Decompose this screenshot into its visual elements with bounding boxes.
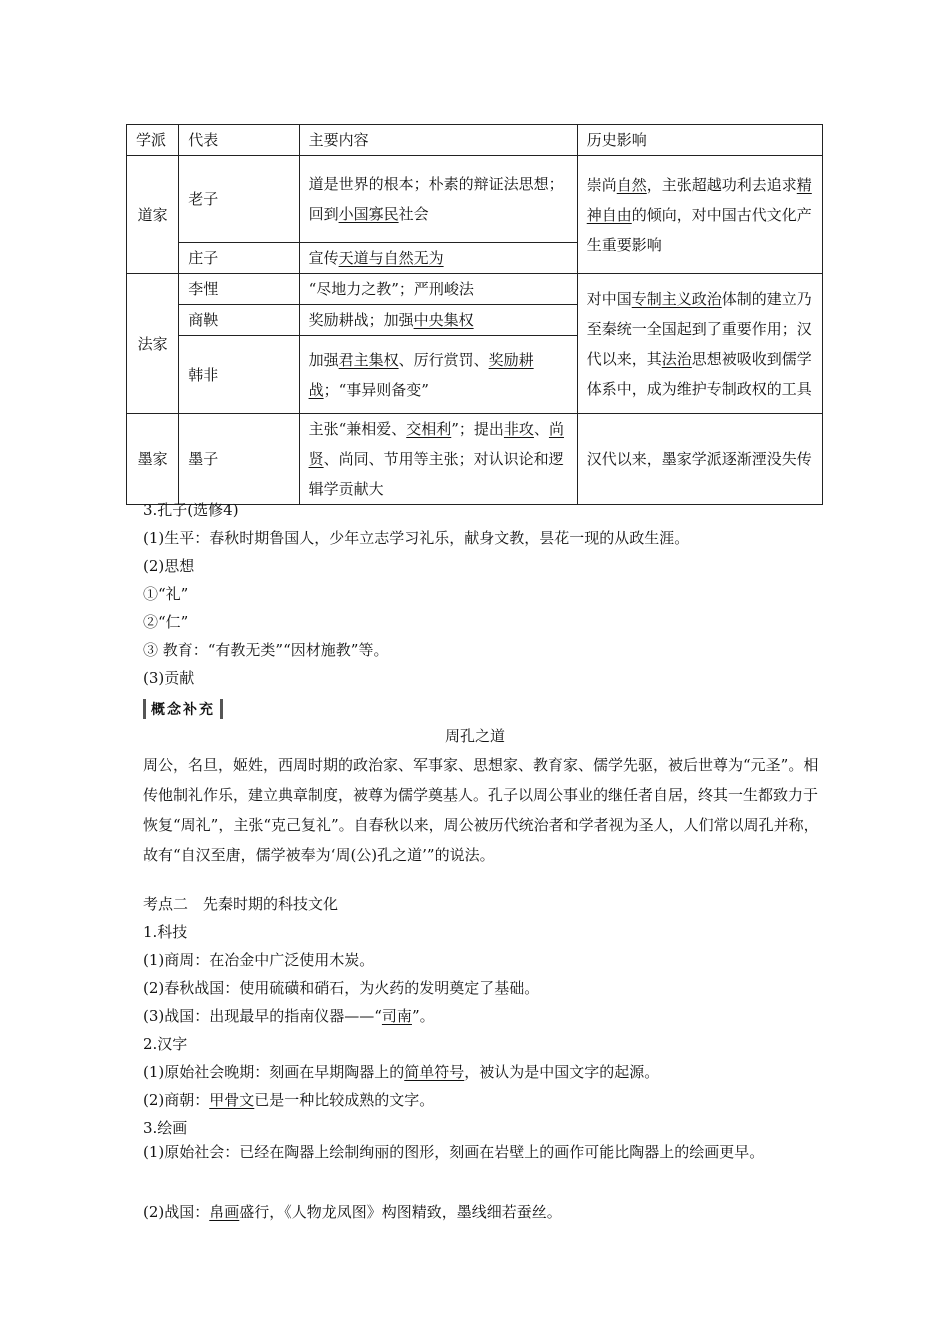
- hanzi-item-1: (1)原始社会晚期：刻画在早期陶器上的简单符号，被认为是中国文字的起源。: [143, 1063, 660, 1081]
- tech-item-3: (3)战国：出现最早的指南仪器——“司南”。: [143, 1007, 435, 1025]
- concept-paragraph: 周公，名旦，姬姓，西周时期的政治家、军事家、思想家、教育家、儒学先驱，被后世尊为“元圣”。相传他制礼作乐，建立典章制度，被尊为儒学奠基人。孔子以周公事业的继任者自居，终其一生都致力于恢复“周礼”，主张“克己复礼”。自春秋以来，周公被历代统治者和学者视为圣人，人们常以周孔并称，故有“自汉至唐，儒学被奉为‘周(公)孔之道’”的说法。: [143, 756, 819, 864]
- hanzi-heading: 2.汉字: [143, 1035, 188, 1053]
- header-content: 主要内容: [299, 125, 577, 156]
- rep-likui: 李悝: [179, 274, 299, 305]
- header-impact: 历史影响: [577, 125, 822, 156]
- content-hanfei: 加强君主集权、厉行赏罚、奖励耕战；“事异则备变”: [299, 336, 577, 414]
- school-mojia: 墨家: [127, 414, 179, 505]
- confucius-edu: ③ 教育：“有教无类”“因材施教”等。: [143, 641, 389, 659]
- content-likui: “尽地力之教”；严刑峻法: [299, 274, 577, 305]
- tag-bar-right: [220, 699, 223, 719]
- content-mozi: 主张“兼相爱、交相利”；提出非攻、尚贤、尚同、节用等主张；对认识论和逻辑学贡献大: [299, 414, 577, 505]
- impact-mojia: 汉代以来，墨家学派逐渐湮没失传: [577, 414, 822, 505]
- section2-heading: 考点二 先秦时期的科技文化: [143, 895, 339, 913]
- school-fajia: 法家: [127, 274, 179, 414]
- hanzi-item-2: (2)商朝：甲骨文已是一种比较成熟的文字。: [143, 1091, 435, 1109]
- tech-heading: 1.科技: [143, 923, 188, 941]
- header-representative: 代表: [179, 125, 299, 156]
- confucius-contrib: (3)贡献: [143, 669, 195, 687]
- impact-daojia: 崇尚自然，主张超越功利去追求精神自由的倾向，对中国古代文化产生重要影响: [577, 156, 822, 274]
- impact-fajia: 对中国专制主义政治体制的建立乃至秦统一全国起到了重要作用；汉代以来，其法治思想被吸收到儒学体系中，成为维护专制政权的工具: [577, 274, 822, 414]
- paint-heading: 3.绘画: [143, 1119, 188, 1137]
- rep-shangyang: 商鞅: [179, 305, 299, 336]
- rep-laozi: 老子: [179, 156, 299, 243]
- confucius-li: ①“礼”: [143, 585, 189, 603]
- rep-hanfei: 韩非: [179, 336, 299, 414]
- table-row: [127, 414, 823, 505]
- paint-item-1: (1)原始社会：已经在陶器上绘制绚丽的图形，刻画在岩壁上的画作可能比陶器上的绘画更早。: [143, 1143, 765, 1161]
- table-row: [127, 156, 823, 243]
- confucius-life: (1)生平：春秋时期鲁国人，少年立志学习礼乐，献身文教，昙花一现的从政生涯。: [143, 529, 690, 547]
- rep-mozi: 墨子: [179, 414, 299, 505]
- concept-tag: [143, 697, 223, 721]
- paint-item-2: (2)战国：帛画盛行，《人物龙凤图》构图精致，墨线细若蚕丝。: [143, 1203, 562, 1221]
- content-zhuangzi: 宣传天道与自然无为: [299, 243, 577, 274]
- concept-tag-label: 概念补充: [151, 702, 215, 718]
- schools-table: [126, 124, 823, 505]
- table-row: [127, 274, 823, 305]
- table-header-row: [127, 125, 823, 156]
- school-daojia: 道家: [127, 156, 179, 274]
- tech-item-2: (2)春秋战国：使用硫磺和硝石，为火药的发明奠定了基础。: [143, 979, 540, 997]
- confucius-heading: 3.孔子(选修4): [143, 501, 239, 519]
- tech-item-1: (1)商周：在冶金中广泛使用木炭。: [143, 951, 375, 969]
- content-laozi: 道是世界的根本；朴素的辩证法思想；回到小国寡民社会: [299, 156, 577, 243]
- confucius-ren: ②“仁”: [143, 613, 189, 631]
- concept-title: 周孔之道: [444, 727, 505, 745]
- content-shangyang: 奖励耕战；加强中央集权: [299, 305, 577, 336]
- rep-zhuangzi: 庄子: [179, 243, 299, 274]
- header-school: 学派: [127, 125, 179, 156]
- confucius-thought: (2)思想: [143, 557, 195, 575]
